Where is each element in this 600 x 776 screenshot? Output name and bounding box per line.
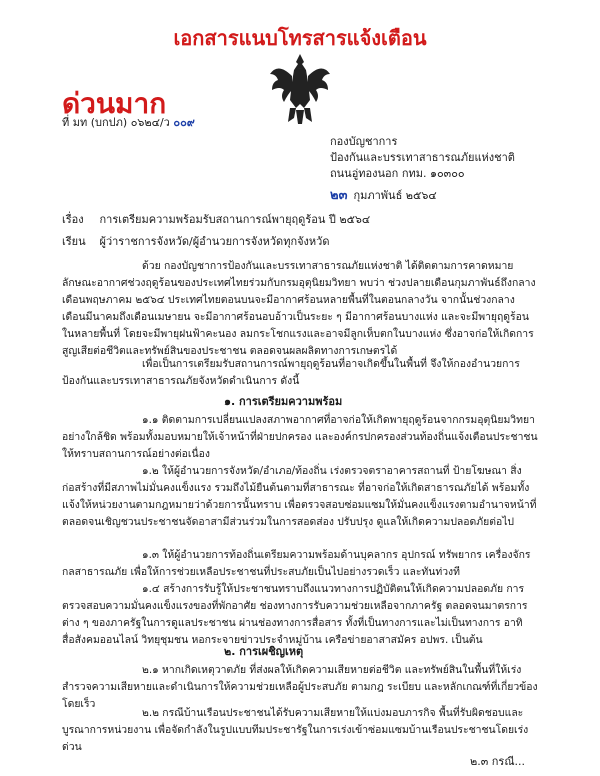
list-item: ๑.๓ ให้ผู้อำนวยการท้องถิ่นเตรียมความพร้อมด้านบุคลากร อุปกรณ์ ทรัพยากร เครื่องจักรกลสาธารณภัย เพื่อให้การช่วยเหลือประชาชนที่ประสบภัยเป็นไปอย่างรวดเร็ว และทันท่วงที	[62, 549, 531, 578]
paragraph-instruction: เพื่อเป็นการเตรียมรับสถานการณ์พายุฤดูร้อนที่อาจเกิดขึ้นในพื้นที่ จึงให้กองอำนวยการป้องกันและบรรเทาสาธารณภัยจังหวัดดำเนินการ ดังนี้	[62, 358, 520, 387]
recipient-label: เรียน	[62, 235, 86, 248]
list-item: ๑.๔ สร้างการรับรู้ให้ประชาชนทราบถึงแนวทางการปฏิบัติตนให้เกิดความปลอดภัย การตรวจสอบความมั่นคงแข็งแรงของที่พักอาศัย ช่องทางการรับความช่วยเหลือจากภาครัฐ ตลอดจนมาตรการต่าง ๆ ของภาครัฐในการดูแลประชาชน ผ่านช่องทางการสื่อสาร ทั้งที่เป็นทางการและไม่เป็นทางการ อาทิ สื่อสังคมออนไลน์ วิทยุชุมชน หอกระจายข่าวประจำหมู่บ้าน เครือข่ายอาสาสมัคร อปพร. เป็นต้น	[62, 583, 528, 646]
list-item: ๒.๑ หากเกิดเหตุวาตภัย ที่ส่งผลให้เกิดความเสียหายต่อชีวิต และทรัพย์สินในพื้นที่ให้เร่งสำรวจความเสียหายและดำเนินการให้ความช่วยเหลือผู้ประสบภัย ตามกฎ ระเบียบ และหลักเกณฑ์ที่เกี่ยวข้องโดยเร็ว	[62, 664, 538, 710]
subject-label: เรื่อง	[62, 213, 84, 226]
continued-marker: ๒.๓ กรณี...	[470, 755, 526, 768]
list-item: ๒.๒ กรณีบ้านเรือนประชาชนได้รับความเสียหายให้แบ่งมอบภารกิจ พื้นที่รับผิดชอบและบูรณาการหน่วยงาน เพื่อจัดกำลังในรูปแบบทีมประชารัฐในการเร่งเข้าซ่อมแซมบ้านเรือนประชาชนโดยเร่งด่วน	[62, 707, 529, 753]
list-item: ๑.๒ ให้ผู้อำนวยการจังหวัด/อำเภอ/ท้องถิ่น เร่งตรวจตราอาคารสถานที่ ป้ายโฆษณา สิ่งก่อสร้างที่มีสภาพไม่มั่นคงแข็งแรง รวมถึงไม้ยืนต้นตามที่สาธารณะ ที่อาจก่อให้เกิดสาธารณภัยได้ พร้อมทั้งแจ้งให้หน่วยงานตามกฎหมายว่าด้วยการนั้นทราบ เพื่อตรวจสอบซ่อมแซมให้มั่นคงแข็งแรงตามอำนาจหน้าที่ ตลอดจนเชิญชวนประชาชนจัดอาสามีส่วนร่วมในการสอดส่อง ปรับปรุง ดูแลให้เกิดความปลอดภัยต่อไป	[62, 465, 537, 528]
agency-address	[330, 134, 515, 182]
agency-line: ถนนอู่ทองนอก กทม. ๑๐๓๐๐	[330, 167, 465, 180]
agency-line: ป้องกันและบรรเทาสาธารณภัยแห่งชาติ	[330, 151, 515, 164]
date-month-year: กุมภาพันธ์ ๒๕๖๔	[353, 189, 437, 202]
agency-line: กองบัญชาการ	[330, 135, 398, 148]
garuda-emblem-icon	[268, 52, 332, 126]
document-number-prefix: ที่ มท (บกปภ) ๐๖๒๔/ว	[62, 116, 170, 129]
subject-line	[62, 210, 370, 228]
section-heading-preparation: ๑. การเตรียมความพร้อม	[224, 395, 343, 408]
subject-text: การเตรียมความพร้อมรับสถานการณ์พายุฤดูร้อน ปี ๒๕๖๔	[99, 213, 371, 226]
fax-banner: เอกสารแนบโทรสารแจ้งเตือน	[173, 26, 427, 50]
section-heading-response: ๒. การเผชิญเหตุ	[224, 645, 304, 658]
document-date	[330, 184, 437, 205]
list-item: ๑.๑ ติดตามการเปลี่ยนแปลงสภาพอากาศที่อาจก่อให้เกิดพายุฤดูร้อนจากกรมอุตุนิยมวิทยาอย่างใกล้ชิด พร้อมทั้งมอบหมายให้เจ้าหน้าที่ฝ่ายปกครอง และองค์กรปกครองส่วนท้องถิ่นแจ้งเตือนประชาชนให้ทราบสถานการณ์อย่างต่อเนื่อง	[62, 414, 538, 460]
date-day-handwritten: ๒๓	[330, 188, 348, 203]
recipient-text: ผู้ว่าราชการจังหวัด/ผู้อำนวยการจังหวัดทุกจังหวัด	[99, 235, 330, 248]
document-number-handwritten: ๐๐๙	[173, 116, 195, 129]
urgency-label: ด่วนมาก	[62, 87, 167, 120]
paragraph-intro: ด้วย กองบัญชาการป้องกันและบรรเทาสาธารณภัยแห่งชาติ ได้ติดตามการคาดหมายลักษณะอากาศช่วงฤดูร้อนของประเทศไทยร่วมกับกรมอุตุนิยมวิทยา พบว่า ช่วงปลายเดือนกุมภาพันธ์ถึงกลางเดือนพฤษภาคม ๒๕๖๔ ประเทศไทยตอนบนจะมีอากาศร้อนหลายพื้นที่ในตอนกลางวัน จากนั้นช่วงกลางเดือนมีนาคมถึงเดือนเมษายน จะมีอากาศร้อนอบอ้าวเป็นระยะ ๆ มีอากาศร้อนบางแห่ง และจะมีพายุฤดูร้อนในหลายพื้นที่ โดยจะมีพายุฝนฟ้าคะนอง ลมกระโชกแรงและอาจมีลูกเห็บตกในบางแห่ง ซึ่งอาจก่อให้เกิดการสูญเสียต่อชีวิตและทรัพย์สินของประชาชน ตลอดจนผลผลิตทางการเกษตรได้	[62, 260, 536, 357]
document-number	[62, 113, 195, 131]
recipient-line	[62, 232, 330, 250]
